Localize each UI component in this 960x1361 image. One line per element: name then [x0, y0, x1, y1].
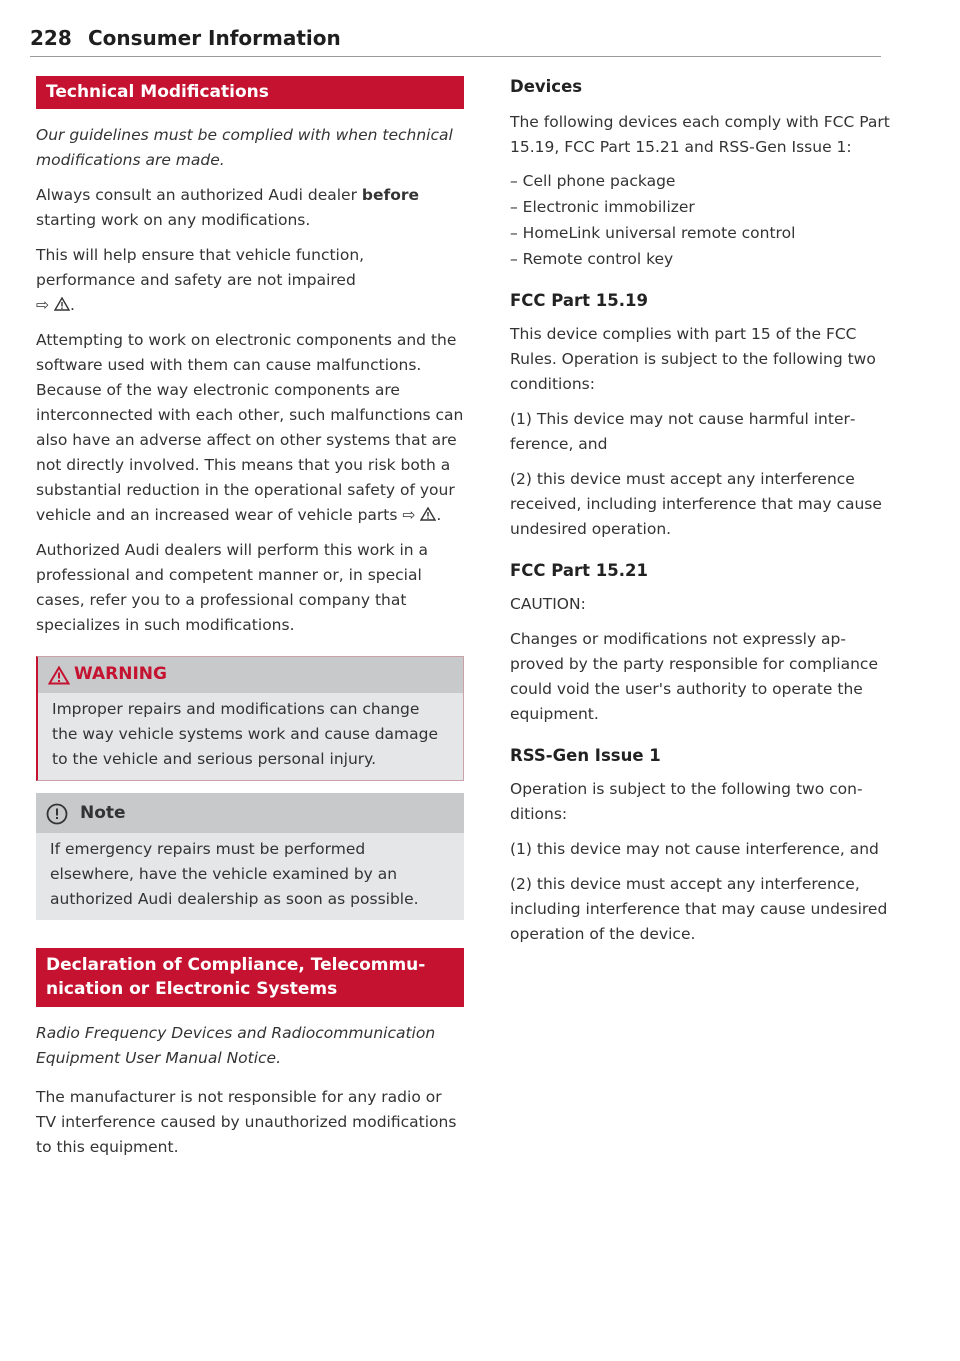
right-arrow-icon: ⇨ — [36, 296, 49, 314]
paragraph-text: This will help ensure that vehicle function, performance and safety are not impaired — [36, 246, 365, 289]
note-header — [36, 793, 464, 833]
section-title-text: Technical Modifications — [46, 82, 269, 102]
paragraph: This will help ensure that vehicle function, performance and safety are not impaired ⇨ . — [36, 246, 365, 314]
heading-fcc-15-21: FCC Part 15.21 — [510, 561, 648, 580]
list-item: – Cell phone package — [510, 172, 676, 190]
right-column — [510, 76, 894, 947]
section-title-technical-modifications — [36, 76, 464, 109]
note-body — [36, 833, 464, 920]
paragraph: Operation is subject to the following two conditions: — [510, 780, 863, 823]
warning-text: Improper repairs and modifications can change the way vehicle systems work and cause damage to the vehicle and serious personal injury. — [52, 700, 439, 768]
paragraph: The following devices each comply with FCC Part 15.19, FCC Part 15.21 and RSS-Gen Issue 1: — [510, 113, 890, 156]
heading-devices: Devices — [510, 77, 583, 96]
left-column — [36, 76, 464, 1160]
page-number: 228 — [30, 26, 72, 50]
paragraph-text: starting work on any modifications. — [36, 211, 311, 229]
reference-link[interactable] — [36, 296, 70, 314]
list-item: – Electronic immobilizer — [510, 198, 695, 216]
paragraph: (1) this device may not cause interference, and — [510, 840, 879, 858]
paragraph: (2) this device must accept any interference received, including interference that may cause undesired operation. — [510, 470, 882, 538]
warning-box — [36, 656, 464, 781]
note-box — [36, 793, 464, 920]
warning-triangle-icon — [48, 666, 70, 685]
paragraph-text: Attempting to work on electronic components and the software used with them can cause malfunctions. Because of the way electronic components are interconnected with each other, such malfunctions can also have an adverse affect on other systems that are not directly involved. This means that you risk both a substantial reduction in the operational safety of your vehicle and an increased wear of vehicle parts — [36, 331, 464, 524]
page-header — [30, 26, 881, 57]
note-text: If emergency repairs must be performed elsewhere, have the vehicle examined by an authorized Audi dealership as soon as possible. — [50, 840, 419, 908]
emphasis-text: before — [361, 186, 420, 204]
section-title-declaration — [36, 948, 464, 1007]
warning-body — [38, 693, 463, 780]
paragraph: Changes or modifications not expressly approved by the party responsible for compliance could void the user's authority to operate the equipment. — [510, 630, 878, 723]
paragraph: (1) This device may not cause harmful interference, and — [510, 410, 856, 453]
section-title-text: Declaration of Compliance, Telecommu- — [46, 955, 426, 975]
paragraph — [36, 183, 464, 233]
right-arrow-icon: ⇨ — [402, 506, 416, 524]
list-item: – HomeLink universal remote control — [510, 224, 796, 242]
paragraph: CAUTION: — [510, 595, 586, 613]
paragraph: (2) this device must accept any interference, including interference that may cause undesired operation of the device. — [510, 875, 888, 943]
warning-label: WARNING — [74, 664, 167, 684]
heading-fcc-15-19: FCC Part 15.19 — [510, 291, 648, 310]
paragraph-text: Always consult an authorized Audi dealer — [36, 186, 362, 204]
paragraph: The manufacturer is not responsible for any radio or TV interference caused by unauthorized modifications to this equipment. — [36, 1088, 457, 1156]
chapter-title: Consumer Information — [88, 26, 341, 50]
device-list — [510, 168, 894, 272]
paragraph: Authorized Audi dealers will perform this work in a professional and competent manner or, in special cases, refer you to a professional company that specializes in such modifications. — [36, 541, 429, 634]
section-lead: Our guidelines must be complied with when technical modifications are made. — [36, 126, 453, 169]
paragraph: This device complies with part 15 of the FCC Rules. Operation is subject to the following two conditions: — [510, 325, 876, 393]
section-lead: Radio Frequency Devices and Radiocommunication Equipment User Manual Notice. — [36, 1024, 436, 1067]
info-circle-icon — [46, 803, 68, 825]
reference-link[interactable] — [402, 506, 436, 524]
warning-triangle-icon — [420, 507, 436, 521]
section-title-text: nication or Electronic Systems — [46, 979, 338, 999]
note-label: Note — [80, 803, 126, 823]
warning-header — [38, 657, 463, 693]
warning-triangle-icon — [54, 297, 70, 311]
heading-rss-gen: RSS-Gen Issue 1 — [510, 746, 661, 765]
paragraph: Attempting to work on electronic components and the software used with them can cause malfunctions. Because of the way electronic components are interconnected with each other, such malfunctions can also have an adverse affect on other systems that are not directly involved. This means that you risk both a substantial reduction in the operational safety of your vehicle and an increased wear of vehicle parts ⇨ . — [36, 331, 464, 524]
list-item: – Remote control key — [510, 250, 674, 268]
